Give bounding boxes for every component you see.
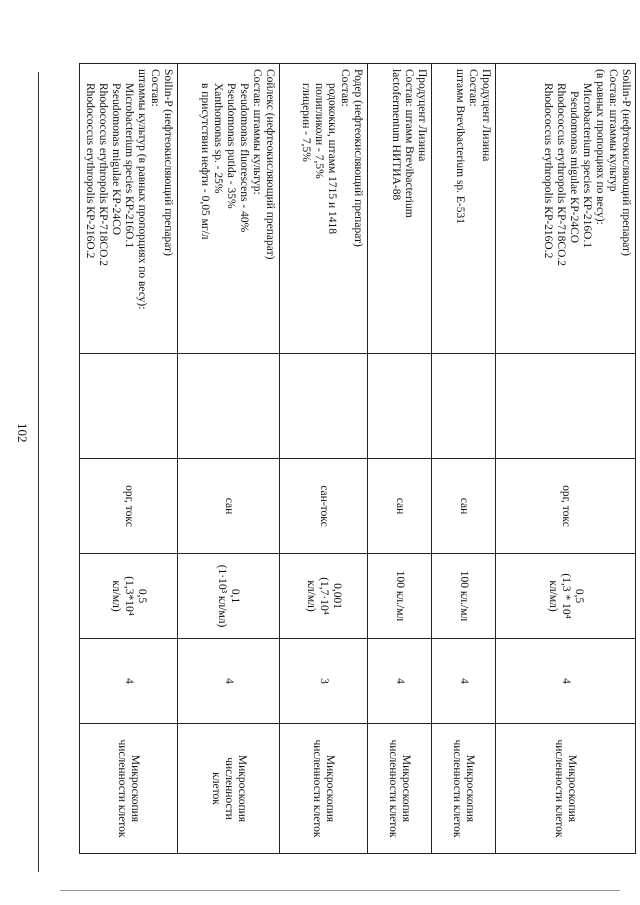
table-row [496,64,636,854]
description-line: Состав: [149,69,161,107]
method-cell [496,724,636,854]
description-line: (в равных пропорциях по весу): [594,69,606,225]
hazard-number-cell [496,639,636,724]
dose-cell [496,554,636,639]
description-line: Rhodococcus erythropolis КР-718СО.2 [97,83,109,267]
method-cell-line: Микроскопия [324,754,337,823]
description-line: в присутствии нефти - 0,05 мг/л [199,83,211,240]
empty-cell [80,354,178,459]
method-cell [432,724,496,854]
hazard-number-cell-line: 4 [123,678,135,684]
preparation-description [496,64,636,354]
dose-cell-line: 100 кл./мл [458,570,470,622]
table-row [280,64,368,854]
dose-cell-line: 0,1 [229,588,242,604]
method-cell [80,724,178,854]
description-line: Soilin-P (нефтеокисляющий препарат) [162,69,174,256]
hazard-number-cell-line: 4 [394,678,406,684]
margin-rule [38,72,39,872]
preparation-description [368,64,432,354]
dose-cell-line: 0,5 [136,588,148,604]
method-cell-line: Микроскопия [400,754,413,823]
dose-cell-line: 0,5 [573,588,585,604]
description-line: Состав: [467,69,479,107]
dose-cell [280,554,368,639]
dose-cell-line: кл/мл) [110,580,122,612]
hazard-class-cell-line: сан-токс [318,485,330,527]
description-line: Родер (нефтеокисляющий препарат) [352,69,364,247]
description-line: Soilin-P (нефтеокисляющий препарат) [620,69,632,256]
table-body [80,64,636,854]
hazard-class-cell [368,459,432,554]
dose-cell-line: кл/мл) [547,580,559,612]
method-cell-line: численности [223,757,235,820]
description-line: глицерин - 7,5% [300,83,312,162]
description-line: Состав: штамм Brevibacterium [403,69,415,218]
description-line: Состав: штаммы культур: [251,69,263,195]
dose-cell [80,554,178,639]
rotated-table-wrapper [82,63,636,853]
preparation-description [178,64,280,354]
method-cell-line: численности клеток [451,739,464,838]
table-row [80,64,178,854]
table-row [368,64,432,854]
hazard-class-cell-line: сан [458,497,470,515]
description-line: Microbacterium species КР-216О.1 [581,83,593,249]
dose-cell-line: 100 кл./мл [394,570,406,622]
method-cell-line: численности клеток [387,739,400,838]
description-line: Rhodococcus erythropolis КР-216О.2 [84,83,96,259]
method-cell [178,724,280,854]
hazard-number-cell [368,639,432,724]
method-cell [368,724,432,854]
hazard-number-cell [280,639,368,724]
description-line: родококки, штамм 1715 и 1418 [326,83,338,235]
empty-cell [432,354,496,459]
data-table [79,63,636,854]
hazard-class-cell [496,459,636,554]
hazard-class-cell-line: сан [394,497,406,515]
method-cell-line: Микроскопия [566,754,579,823]
empty-cell [368,354,432,459]
dose-cell-line: (1,3*10⁴ [123,576,135,616]
dose-cell-line: кл/мл) [305,580,317,612]
dose-cell-line: (1,3 * 10⁴ [560,573,572,619]
method-cell-line: численности клеток [116,739,129,838]
hazard-class-cell-line: орг, токс [123,485,135,527]
page-number: 102 [15,423,30,443]
method-cell-line: Микроскопия [464,754,477,823]
hazard-number-cell [432,639,496,724]
method-cell-line: численности клеток [311,739,324,838]
description-line: Состав: штаммы культур [607,69,619,192]
method-cell-line: численности клеток [553,739,566,838]
empty-cell [280,354,368,459]
dose-cell [432,554,496,639]
description-line: Pseudomonas putida - 35% [225,83,237,209]
hazard-class-cell-line: сан [223,497,235,515]
description-line: Продуцент Лизина [416,69,428,162]
hazard-number-cell-line: 4 [458,678,470,684]
dose-cell [368,554,432,639]
preparation-description [432,64,496,354]
method-cell-line: Микроскопия [236,754,248,823]
hazard-class-cell [80,459,178,554]
dose-cell-line: 0,001 [331,583,343,609]
hazard-number-cell [80,639,178,724]
description-line: штамм Brevibacterium sp. Е-531 [454,69,466,225]
empty-cell [178,354,280,459]
hazard-class-cell-line: орг, токс [560,485,572,527]
hazard-number-cell-line: 4 [223,678,235,684]
hazard-class-cell [432,459,496,554]
empty-cell [496,354,636,459]
hazard-number-cell [178,639,280,724]
description-line: Pseudomonas fluorescens - 40% [238,83,250,233]
method-cell-line: Микроскопия [129,754,142,823]
table-row [432,64,496,854]
dose-cell-line: (1·10³ кл/мл) [216,564,229,628]
hazard-number-cell-line: 3 [318,678,330,684]
scan-line [60,890,620,891]
preparation-description [280,64,368,354]
hazard-class-cell [280,459,368,554]
dose-cell-line: (1,7·10⁴ [318,577,330,615]
description-line: полигликоли - 7,5% [313,83,325,179]
description-line: Продуцент Лизина [480,69,492,162]
description-line: Pseudomonas migulae KP-24CO [568,91,580,244]
description-line: lactofermentum НИТИА-88 [390,69,402,201]
description-line: Состав: [339,69,351,107]
description-line: штаммы культур (в равных пропорциях по весу): [136,69,148,310]
method-cell-line: клеток [210,772,222,805]
preparation-description [80,64,178,354]
dose-cell [178,554,280,639]
hazard-number-cell-line: 4 [560,678,572,684]
description-line: Rhodococcus erythropolis КР-216О.2 [542,83,554,259]
hazard-class-cell [178,459,280,554]
description-line: Rhodococcus erythropolis КР-718СО.2 [555,83,567,267]
description-line: Microbacterium species КР-216О.1 [123,83,135,249]
table-row [178,64,280,854]
description-line: Сойлекс (нефтеокисляющий препарат) [264,69,276,260]
description-line: Pseudomonas migulae KP-24CO [110,83,122,236]
method-cell [280,724,368,854]
description-line: Xanthomonas sp. - 25% [212,83,224,194]
